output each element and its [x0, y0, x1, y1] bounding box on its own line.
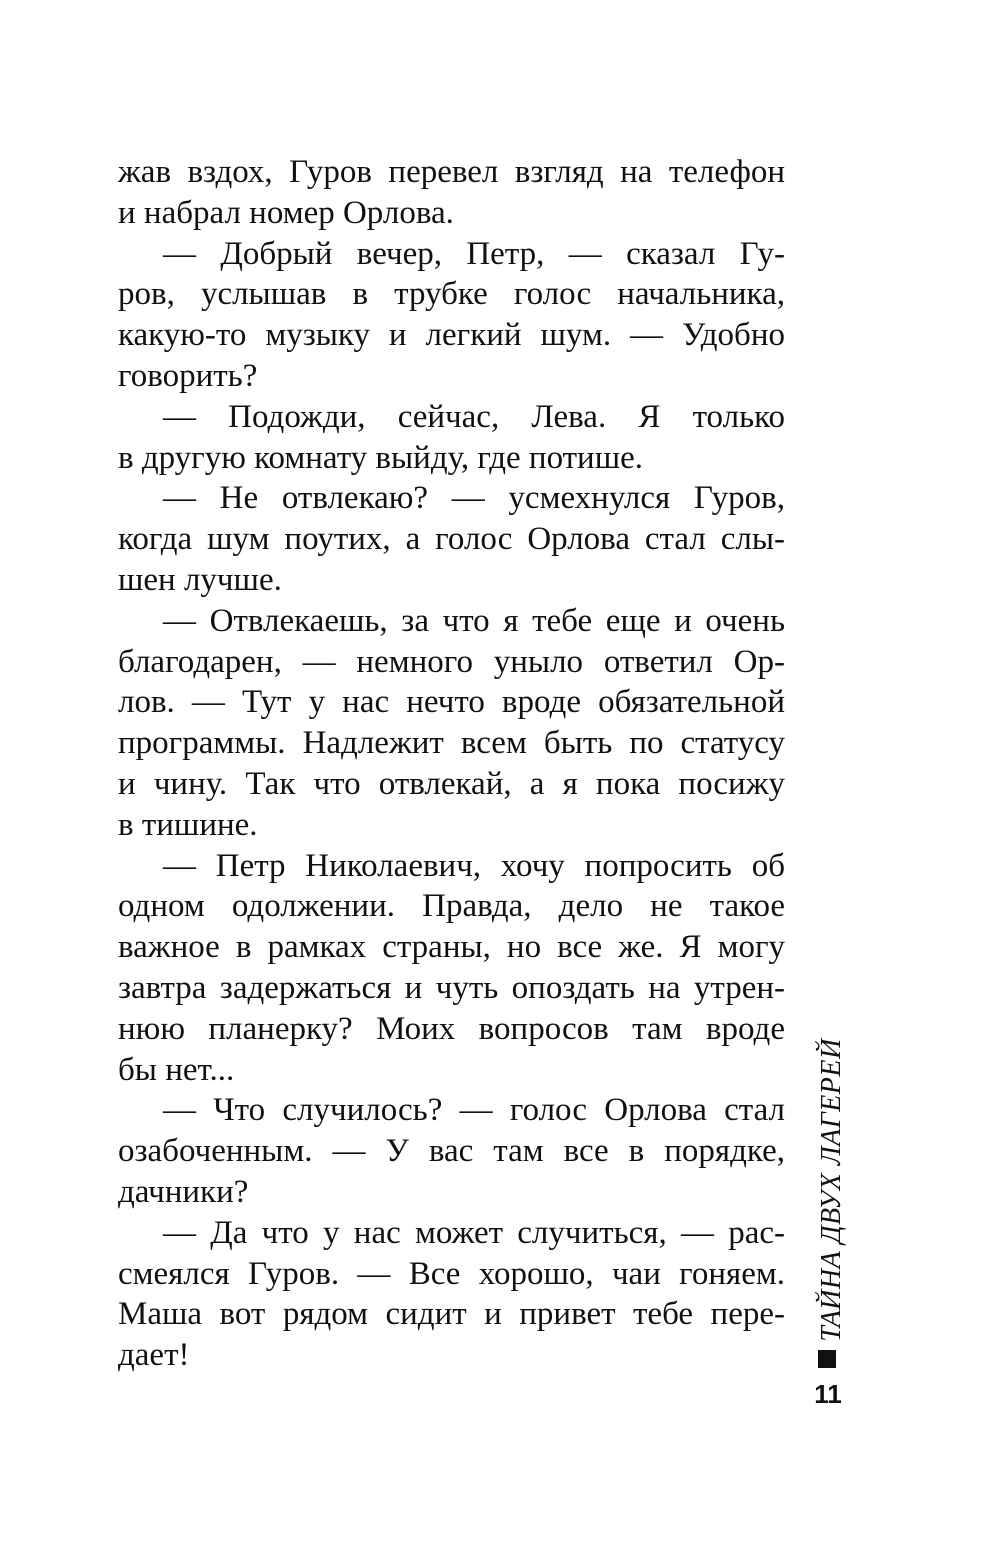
- text-line: Маша вот рядом сидит и привет тебе пере-: [118, 1296, 785, 1333]
- text-line: — Да что у нас может случиться, — рас-: [163, 1214, 785, 1251]
- text-line: дает!: [118, 1337, 190, 1374]
- text-line: — Подожди, сейчас, Лева. Я только: [163, 398, 785, 435]
- text-line: — Не отвлекаю? — усмехнулся Гуров,: [163, 480, 785, 517]
- text-line: — Петр Николаевич, хочу попросить об: [163, 847, 785, 884]
- text-line: и набрал номер Орлова.: [118, 194, 454, 231]
- text-line: — Что случилось? — голос Орлова стал: [163, 1092, 785, 1129]
- text-line: озабоченным. — У вас там все в порядке,: [118, 1133, 785, 1170]
- text-line: нюю планерку? Моих вопросов там вроде: [118, 1010, 785, 1047]
- text-line: жав вздох, Гуров перевел взгляд на телефон: [118, 154, 785, 190]
- text-line: и чину. Так что отвлекай, а я пока посижу: [118, 765, 785, 802]
- square-marker-icon: [818, 1350, 836, 1368]
- text-line: благодарен, — немного уныло ответил Ор-: [118, 643, 785, 680]
- page-number: 11: [814, 1379, 842, 1409]
- text-line: завтра задержаться и чуть опоздать на утрен-: [118, 969, 785, 1006]
- text-line: — Добрый вечер, Петр, — сказал Гу-: [163, 235, 785, 272]
- text-line: бы нет...: [118, 1051, 235, 1088]
- running-title-text: ТАЙНА ДВУХ ЛАГЕРЕЙ: [816, 1038, 847, 1342]
- text-line: программы. Надлежит всем быть по статусу: [118, 725, 785, 762]
- text-line: в другую комнату выйду, где потише.: [118, 439, 644, 476]
- text-line: смеялся Гуров. — Все хорошо, чаи гоняем.: [118, 1255, 785, 1292]
- text-line: когда шум поутих, а голос Орлова стал слы-: [118, 521, 785, 558]
- text-line: одном одолжении. Правда, дело не такое: [118, 888, 785, 925]
- running-title: [812, 1040, 852, 1340]
- text-line: говорить?: [118, 357, 258, 394]
- text-line: какую-то музыку и легкий шум. — Удобно: [118, 317, 785, 354]
- text-line: — Отвлекаешь, за что я тебе еще и очень: [163, 602, 785, 639]
- body-text: [118, 152, 785, 1376]
- text-line: лов. — Тут у нас нечто вроде обязательной: [118, 684, 785, 721]
- text-line: ров, услышав в трубке голос начальника,: [118, 276, 785, 313]
- text-line: шен лучше.: [118, 561, 282, 598]
- text-line: дачники?: [118, 1173, 249, 1210]
- text-line: важное в рамках страны, но все же. Я могу: [118, 929, 785, 966]
- text-line: в тишине.: [118, 806, 258, 843]
